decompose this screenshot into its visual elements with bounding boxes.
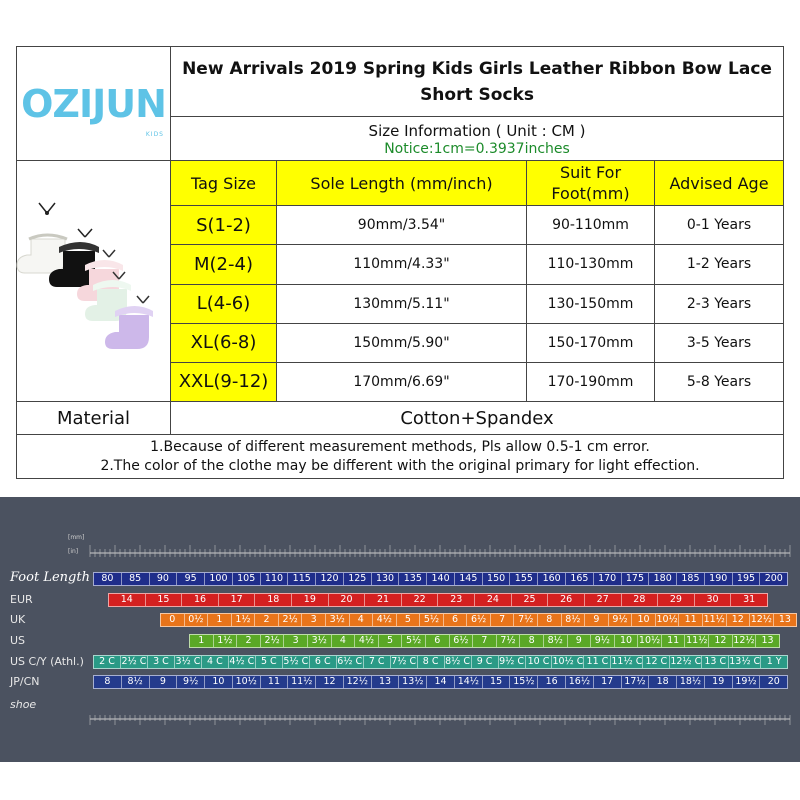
conversion-value: 180 — [649, 573, 677, 585]
sole-cell: 150mm/5.90" — [277, 323, 527, 362]
conversion-value: 150 — [483, 573, 511, 585]
size-conversion-chart — [0, 497, 800, 762]
conversion-value: 15 — [483, 676, 511, 688]
conversion-value: 8½ — [562, 614, 586, 626]
conversion-value: 11 — [261, 676, 289, 688]
conversion-value: 12½ — [750, 614, 772, 625]
conversion-value: 28 — [622, 594, 659, 606]
conversion-value: 105 — [233, 573, 261, 585]
conversion-value: 3½ — [326, 614, 350, 626]
conversion-value: 17 — [219, 594, 256, 606]
conversion-value: 13 C — [702, 656, 729, 668]
conversion-value: 27 — [585, 594, 622, 606]
conversion-value: 14 — [109, 594, 146, 606]
conversion-value: 12½ — [344, 676, 372, 688]
header-suit-foot: Suit For Foot(mm) — [527, 161, 655, 206]
conversion-value: 15½ — [510, 676, 538, 688]
conversion-value: 1½ — [232, 614, 256, 626]
conversion-value: 20 — [767, 676, 780, 687]
conversion-value: 9½ — [591, 635, 615, 647]
conversion-value: 4½ — [373, 614, 397, 626]
conversion-value: 5½ — [402, 635, 426, 647]
conversion-value: 4½ C — [229, 656, 255, 667]
material-label: Material — [17, 402, 171, 435]
conversion-value: 4 C — [202, 656, 229, 668]
conversion-value: 2 — [237, 635, 261, 647]
tag-size-cell: XL(6-8) — [171, 323, 277, 362]
tag-size-cell: XXL(9-12) — [171, 362, 277, 401]
conversion-value: 13½ C — [729, 656, 761, 667]
conversion-row-label: UK — [10, 613, 26, 626]
conversion-value: 1 Y — [766, 656, 782, 667]
conversion-value: 29 — [658, 594, 695, 606]
age-cell: 2-3 Years — [655, 284, 784, 323]
conversion-value: 12½ — [733, 635, 755, 646]
conversion-value: 8 — [538, 614, 562, 626]
conversion-value: 2 C — [94, 656, 121, 668]
size-info — [171, 117, 784, 161]
conversion-value: 115 — [288, 573, 316, 585]
conversion-value: 3½ C — [175, 656, 201, 667]
sole-cell: 130mm/5.11" — [277, 284, 527, 323]
conversion-value: 8 — [94, 676, 122, 688]
conversion-row-label: US — [10, 634, 26, 647]
conversion-value: 4½ — [355, 635, 379, 647]
conversion-value: 1 — [208, 614, 232, 626]
note-1: 1.Because of different measurement methods, Pls allow 0.5-1 cm error. — [150, 438, 650, 455]
conversion-value: 135 — [399, 573, 427, 585]
logo — [17, 47, 171, 161]
conversion-value: 19 — [705, 676, 733, 688]
ruler-unit-label: [mm] — [68, 534, 85, 541]
conversion-band — [189, 634, 780, 648]
logo-text: OZIJUN — [21, 81, 166, 126]
conversion-row-label: JP/CN — [10, 675, 40, 688]
conversion-band — [93, 572, 788, 586]
conversion-value: 3 C — [148, 656, 175, 668]
conversion-value: 6 — [444, 614, 468, 626]
conversion-value: 11½ C — [611, 656, 643, 667]
notes — [17, 435, 784, 479]
conversion-value: 11 — [662, 635, 686, 647]
notice-text: Notice:1cm=0.3937inches — [384, 140, 570, 157]
conversion-value: 6½ — [467, 614, 491, 626]
conversion-value: 13 — [372, 676, 400, 688]
sock-white — [17, 203, 67, 273]
tag-size-cell: M(2-4) — [171, 245, 277, 284]
conversion-value: 12½ C — [670, 656, 702, 667]
conversion-value: 2½ — [261, 635, 285, 647]
conversion-value: 24 — [475, 594, 512, 606]
conversion-value: 11½ — [288, 676, 316, 688]
conversion-value: 8 C — [418, 656, 445, 668]
material-value: Cotton+Spandex — [171, 402, 784, 435]
conversion-value: 31 — [743, 594, 756, 605]
conversion-value: 18 — [255, 594, 292, 606]
age-cell: 0-1 Years — [655, 206, 784, 245]
note-2: 2.The color of the clothe may be different with the original primary for light effection. — [100, 457, 700, 474]
conversion-value: 3 — [284, 635, 308, 647]
conversion-row-label: Foot Length — [10, 570, 90, 585]
foot-cell: 110-130mm — [527, 245, 655, 284]
conversion-band — [108, 593, 768, 607]
conversion-value: 1 — [190, 635, 214, 647]
conversion-value: 9 — [568, 635, 592, 647]
sole-cell: 170mm/6.69" — [277, 362, 527, 401]
conversion-value: 5½ C — [283, 656, 309, 667]
header-tag-size: Tag Size — [171, 161, 277, 206]
conversion-value: 80 — [94, 573, 122, 585]
conversion-value: 3½ — [308, 635, 332, 647]
conversion-value: 6½ — [450, 635, 474, 647]
conversion-value: 23 — [438, 594, 475, 606]
conversion-band — [93, 655, 788, 669]
conversion-value: 22 — [402, 594, 439, 606]
conversion-value: 11 C — [584, 656, 611, 668]
conversion-value: 8½ — [544, 635, 568, 647]
size-info-text: Size Information ( Unit : CM ) — [368, 121, 586, 140]
conversion-row-label: US C/Y (Athl.) — [10, 655, 84, 668]
conversion-value: 12 — [709, 635, 733, 647]
foot-cell: 170-190mm — [527, 362, 655, 401]
conversion-value: 10½ C — [552, 656, 584, 667]
conversion-value: 13 — [761, 635, 774, 646]
conversion-value: 170 — [594, 573, 622, 585]
ruler-unit-label: [in] — [68, 548, 79, 555]
sole-cell: 90mm/3.54" — [277, 206, 527, 245]
conversion-value: 4 — [332, 635, 356, 647]
conversion-value: 16 — [538, 676, 566, 688]
conversion-value: 17 — [594, 676, 622, 688]
conversion-value: 21 — [365, 594, 402, 606]
conversion-value: 185 — [677, 573, 705, 585]
tag-size-cell: L(4-6) — [171, 284, 277, 323]
conversion-value: 14½ — [455, 676, 483, 688]
conversion-value: 110 — [261, 573, 289, 585]
conversion-value: 8½ — [122, 676, 150, 688]
conversion-value: 30 — [695, 594, 732, 606]
conversion-value: 3 — [302, 614, 326, 626]
foot-cell: 150-170mm — [527, 323, 655, 362]
conversion-value: 6 C — [310, 656, 337, 668]
conversion-value: 2½ — [279, 614, 303, 626]
conversion-value: 95 — [177, 573, 205, 585]
conversion-value: 7½ C — [391, 656, 417, 667]
conversion-value: 155 — [510, 573, 538, 585]
conversion-value: 19½ — [733, 676, 761, 688]
conversion-value: 8½ C — [445, 656, 471, 667]
product-image — [17, 161, 171, 402]
conversion-value: 100 — [205, 573, 233, 585]
conversion-value: 13 — [778, 614, 791, 625]
conversion-band — [160, 613, 797, 627]
conversion-value: 5 — [397, 614, 421, 626]
conversion-value: 8 — [520, 635, 544, 647]
conversion-value: 14 — [427, 676, 455, 688]
conversion-value: 16 — [182, 594, 219, 606]
tag-size-cell: S(1-2) — [171, 206, 277, 245]
conversion-row-label: EUR — [10, 593, 33, 606]
age-cell: 1-2 Years — [655, 245, 784, 284]
conversion-value: 120 — [316, 573, 344, 585]
conversion-value: 26 — [548, 594, 585, 606]
conversion-value: 7½ — [514, 614, 538, 626]
conversion-value: 10 — [205, 676, 233, 688]
conversion-value: 10 — [615, 635, 639, 647]
conversion-value: 6½ C — [337, 656, 363, 667]
conversion-value: 15 — [146, 594, 183, 606]
conversion-value: 125 — [344, 573, 372, 585]
conversion-value: 9 — [150, 676, 178, 688]
conversion-value: 7 — [473, 635, 497, 647]
conversion-value: 17½ — [622, 676, 650, 688]
conversion-value: 1½ — [214, 635, 238, 647]
conversion-value: 2½ C — [121, 656, 147, 667]
conversion-value: 16½ — [566, 676, 594, 688]
conversion-value: 10 C — [526, 656, 553, 668]
conversion-value: 10½ — [233, 676, 261, 688]
conversion-value: 175 — [622, 573, 650, 585]
sole-cell: 110mm/4.33" — [277, 245, 527, 284]
conversion-value: 130 — [372, 573, 400, 585]
conversion-value: 25 — [512, 594, 549, 606]
conversion-value: 11½ — [703, 614, 725, 625]
conversion-value: 9½ — [177, 676, 205, 688]
conversion-value: 12 C — [643, 656, 670, 668]
conversion-value: 10½ — [638, 635, 661, 646]
socks-illustration — [19, 161, 169, 397]
conversion-value: 9 — [585, 614, 609, 626]
foot-cell: 130-150mm — [527, 284, 655, 323]
conversion-value: 20 — [329, 594, 366, 606]
conversion-value: 195 — [733, 573, 761, 585]
logo-sub: KIDS — [145, 131, 164, 138]
conversion-value: 7 C — [364, 656, 391, 668]
conversion-row-label: shoe — [10, 698, 37, 711]
conversion-value: 5 C — [256, 656, 283, 668]
conversion-value: 11½ — [686, 635, 708, 646]
conversion-value: 19 — [292, 594, 329, 606]
conversion-value: 165 — [566, 573, 594, 585]
conversion-value: 2 — [255, 614, 279, 626]
conversion-value: 145 — [455, 573, 483, 585]
conversion-value: 4 — [350, 614, 374, 626]
conversion-value: 5 — [379, 635, 403, 647]
conversion-value: 18½ — [677, 676, 705, 688]
age-cell: 5-8 Years — [655, 362, 784, 401]
age-cell: 3-5 Years — [655, 323, 784, 362]
header-sole-length: Sole Length (mm/inch) — [277, 161, 527, 206]
header-advised-age: Advised Age — [655, 161, 784, 206]
conversion-value: 0 — [161, 614, 185, 626]
size-table — [16, 46, 784, 479]
conversion-band — [93, 675, 788, 689]
conversion-value: 5½ — [420, 614, 444, 626]
conversion-value: 12 — [316, 676, 344, 688]
conversion-value: 200 — [764, 573, 783, 584]
conversion-value: 7 — [491, 614, 515, 626]
conversion-value: 85 — [122, 573, 150, 585]
conversion-value: 160 — [538, 573, 566, 585]
conversion-value: 13½ — [399, 676, 427, 688]
conversion-value: 140 — [427, 573, 455, 585]
conversion-value: 10 — [632, 614, 656, 626]
product-title: New Arrivals 2019 Spring Kids Girls Leather Ribbon Bow Lace Short Socks — [171, 47, 784, 117]
conversion-value: 11 — [679, 614, 703, 626]
conversion-value: 9½ C — [499, 656, 524, 667]
conversion-value: 10½ — [656, 614, 678, 625]
conversion-value: 12 — [727, 614, 751, 626]
conversion-value: 9½ — [609, 614, 633, 626]
conversion-value: 0½ — [185, 614, 209, 626]
conversion-value: 18 — [649, 676, 677, 688]
conversion-value: 190 — [705, 573, 733, 585]
conversion-value: 9 C — [472, 656, 499, 668]
conversion-value: 6 — [426, 635, 450, 647]
conversion-value: 7½ — [497, 635, 521, 647]
conversion-value: 90 — [150, 573, 178, 585]
foot-cell: 90-110mm — [527, 206, 655, 245]
ruler-graphic — [0, 497, 800, 762]
